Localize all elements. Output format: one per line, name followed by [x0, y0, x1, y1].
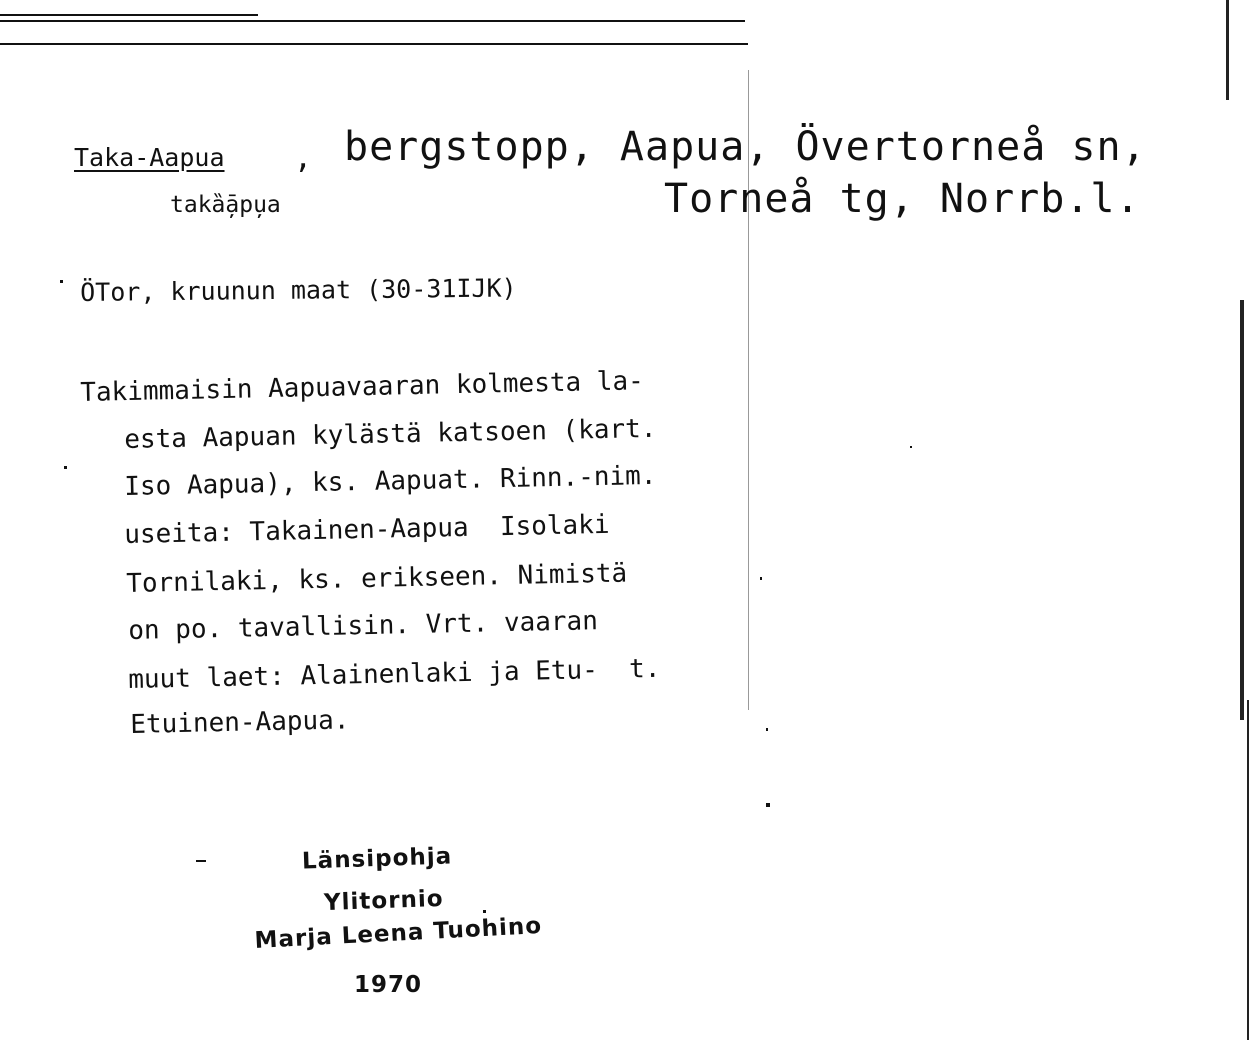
- speck: [910, 446, 912, 448]
- body-line: Etuinen-Aapua.: [130, 705, 350, 740]
- headword: Taka-Aapua: [74, 143, 225, 172]
- right-edge-line: [1226, 0, 1229, 100]
- stamp-year: 1970: [354, 972, 423, 998]
- body-line: useita: Takainen-Aapua Isolaki: [124, 509, 610, 550]
- speck: [760, 577, 762, 580]
- pronunciation: takȁ̦āpu̦a: [170, 192, 281, 218]
- body-line: on po. tavallisin. Vrt. vaaran: [128, 606, 599, 646]
- speck: [766, 728, 768, 731]
- description-line-2: Torneå tg, Norrb.l.: [664, 176, 1141, 222]
- top-rule-long: [0, 20, 745, 22]
- headword-comma: ,: [294, 141, 313, 176]
- right-edge-line-2: [1240, 300, 1244, 720]
- speck: [766, 803, 770, 807]
- location-line: ÖTor, kruunun maat (30-31IJK): [80, 273, 517, 307]
- stamp-region: Länsipohja: [301, 843, 453, 875]
- right-edge-line-3: [1247, 700, 1249, 1040]
- speck: [60, 280, 63, 283]
- top-rule-short: [0, 14, 258, 16]
- body-line: Iso Aapua), ks. Aapuat. Rinn.-nim.: [124, 460, 657, 502]
- body-line: muut laet: Alainenlaki ja Etu- t.: [128, 653, 661, 695]
- body-line: Takimmaisin Aapuavaaran kolmesta la-: [80, 366, 645, 408]
- body-line: esta Aapuan kylästä katsoen (kart.: [124, 413, 657, 455]
- speck: [196, 860, 206, 862]
- speck: [483, 910, 486, 913]
- speck: [64, 466, 67, 469]
- top-rule-lower: [0, 43, 748, 45]
- body-line: Tornilaki, ks. erikseen. Nimistä: [126, 558, 628, 599]
- stamp-parish: Ylitornio: [323, 885, 445, 917]
- stamp-collector: Marja Leena Tuohino: [254, 912, 543, 954]
- description-line-1: bergstopp, Aapua, Övertorneå sn,: [344, 124, 1147, 170]
